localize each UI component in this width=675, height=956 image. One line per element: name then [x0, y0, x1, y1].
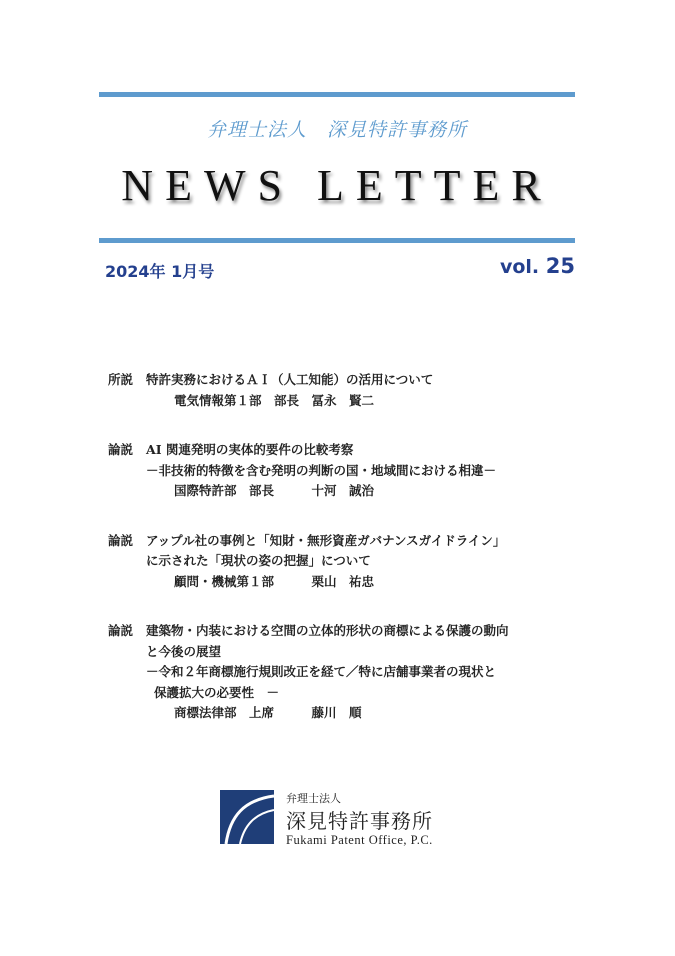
toc-title-line: に示された「現状の姿の把握」について [146, 553, 371, 568]
logo-mark-icon [220, 790, 274, 844]
newsletter-title: NEWS LETTER [121, 161, 553, 210]
top-rule [99, 92, 575, 97]
volume [500, 254, 575, 278]
toc-category: 論説 [108, 532, 134, 548]
volume-number: 25 [545, 254, 575, 278]
logo-small-text: 弁理士法人 [286, 792, 341, 805]
toc-entry-3 [108, 531, 578, 593]
toc-author: 商標法律部 上席 藤川 順 [174, 705, 362, 720]
firm-name: 弁理士法人 深見特許事務所 [206, 119, 467, 141]
toc-title-line: AI 関連発明の実体的要件の比較考察 [146, 442, 354, 457]
toc-title-line: 建築物・内装における空間の立体的形状の商標による保護の動向 [146, 623, 509, 638]
volume-label: vol. [499, 256, 540, 278]
toc-subtitle-line: －非技術的特徴を含む発明の判断の国・地域間における相違－ [146, 462, 497, 478]
bottom-rule [99, 238, 575, 243]
table-of-contents [108, 370, 578, 753]
toc-subtitle-line: 保護拡大の必要性 － [154, 684, 280, 700]
firm-logo [220, 790, 480, 850]
toc-category: 論説 [108, 442, 134, 457]
toc-subtitle-line: －令和２年商標施行規則改正を経て／特に店舗事業者の現状と [146, 664, 497, 679]
toc-author: 顧問・機械第１部 栗山 祐忠 [174, 573, 375, 589]
toc-entry-1 [108, 370, 578, 411]
toc-category: 所説 [108, 372, 134, 387]
toc-author: 電気情報第１部 部長 冨永 賢二 [174, 392, 375, 408]
toc-category: 論説 [108, 623, 134, 638]
toc-author: 国際特許部 部長 十河 誠治 [174, 483, 375, 498]
toc-title-line: と今後の展望 [146, 643, 222, 659]
issue-date: 2024年 1月号 [105, 262, 215, 281]
logo-name: 深見特許事務所 [286, 809, 433, 833]
toc-title-line: 特許実務におけるＡＩ（人工知能）の活用について [146, 372, 434, 387]
logo-english-name: Fukami Patent Office, P.C. [286, 833, 433, 847]
toc-entry-4 [108, 621, 578, 724]
logo-arc-icon [220, 790, 274, 844]
toc-title-line: アップル社の事例と「知財・無形資産ガバナンスガイドライン」 [146, 532, 506, 548]
toc-entry-2 [108, 440, 578, 502]
